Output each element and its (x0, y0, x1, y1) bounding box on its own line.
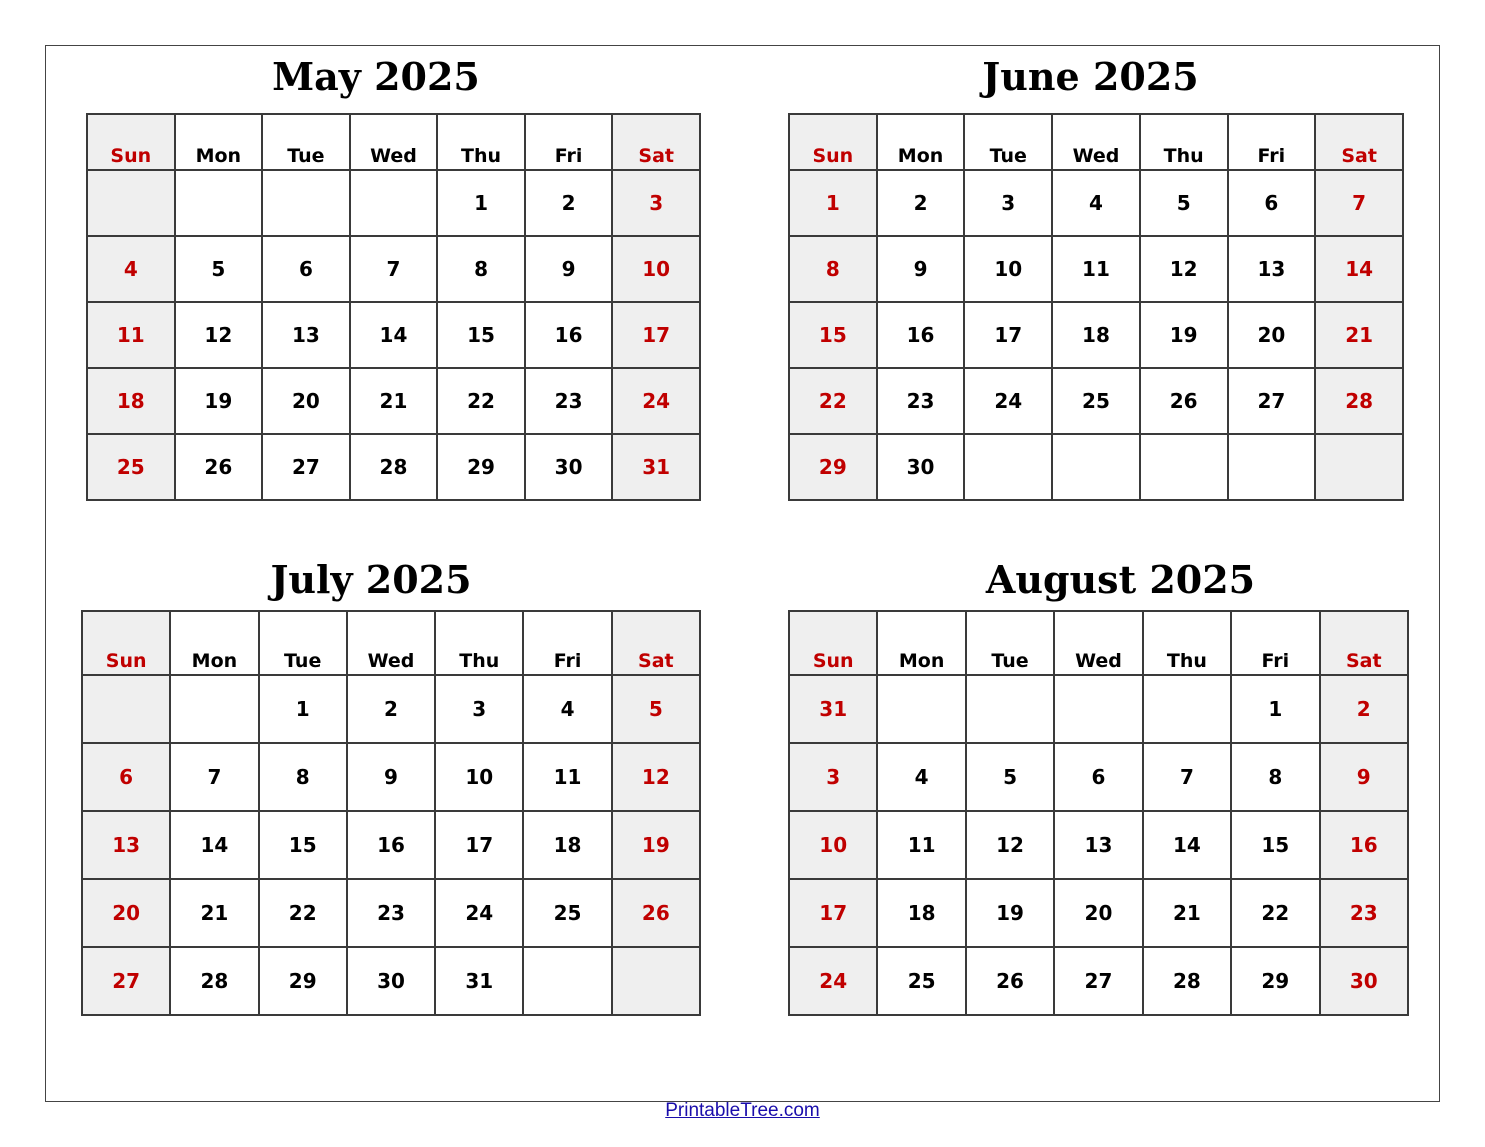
day-cell (1228, 434, 1316, 500)
day-cell: 4 (87, 236, 175, 302)
day-cell: 21 (1143, 879, 1231, 947)
day-cell: 15 (1231, 811, 1319, 879)
day-cell: 22 (259, 879, 347, 947)
day-cell: 12 (175, 302, 263, 368)
weekday-header-sat: Sat (612, 114, 700, 170)
day-cell: 22 (437, 368, 525, 434)
weekday-header-row (789, 114, 1403, 170)
day-cell: 4 (1052, 170, 1140, 236)
day-cell: 28 (170, 947, 258, 1015)
day-cell: 13 (262, 302, 350, 368)
month-june (788, 55, 1404, 505)
weekday-header-thu: Thu (435, 611, 523, 675)
day-cell: 23 (525, 368, 613, 434)
weekday-header-tue: Tue (259, 611, 347, 675)
day-cell: 3 (435, 675, 523, 743)
day-cell: 30 (1320, 947, 1408, 1015)
day-cell: 10 (612, 236, 700, 302)
weekday-header-sun: Sun (82, 611, 170, 675)
week-row (789, 879, 1408, 947)
weekday-header-wed: Wed (347, 611, 435, 675)
week-row (789, 302, 1403, 368)
day-cell (87, 170, 175, 236)
day-cell: 10 (435, 743, 523, 811)
week-row (789, 947, 1408, 1015)
day-cell: 10 (789, 811, 877, 879)
week-row (82, 811, 700, 879)
calendar-grid (788, 113, 1404, 501)
day-cell: 29 (789, 434, 877, 500)
day-cell (82, 675, 170, 743)
weekday-header-sun: Sun (789, 114, 877, 170)
day-cell: 11 (523, 743, 611, 811)
day-cell (877, 675, 965, 743)
weekday-header-tue: Tue (966, 611, 1054, 675)
weekday-header-sat: Sat (1320, 611, 1408, 675)
day-cell: 22 (1231, 879, 1319, 947)
day-cell: 26 (966, 947, 1054, 1015)
week-row (789, 368, 1403, 434)
day-cell: 14 (1315, 236, 1403, 302)
day-cell: 15 (259, 811, 347, 879)
day-cell: 21 (350, 368, 438, 434)
day-cell: 27 (262, 434, 350, 500)
day-cell: 24 (964, 368, 1052, 434)
week-row (87, 236, 700, 302)
day-cell: 16 (877, 302, 965, 368)
week-row (82, 675, 700, 743)
week-row (87, 170, 700, 236)
day-cell: 27 (1228, 368, 1316, 434)
day-cell: 7 (1143, 743, 1231, 811)
weekday-header-tue: Tue (262, 114, 350, 170)
day-cell: 5 (175, 236, 263, 302)
weekday-header-fri: Fri (525, 114, 613, 170)
day-cell (170, 675, 258, 743)
week-row (789, 743, 1408, 811)
day-cell: 20 (82, 879, 170, 947)
day-cell: 23 (877, 368, 965, 434)
day-cell: 10 (964, 236, 1052, 302)
day-cell: 8 (437, 236, 525, 302)
day-cell: 24 (435, 879, 523, 947)
day-cell: 23 (1320, 879, 1408, 947)
day-cell: 19 (612, 811, 700, 879)
day-cell: 22 (789, 368, 877, 434)
day-cell: 12 (612, 743, 700, 811)
day-cell: 20 (262, 368, 350, 434)
day-cell: 17 (789, 879, 877, 947)
weekday-header-row (87, 114, 700, 170)
week-row (789, 170, 1403, 236)
day-cell: 2 (525, 170, 613, 236)
day-cell: 14 (1143, 811, 1231, 879)
day-cell: 21 (1315, 302, 1403, 368)
day-cell: 18 (523, 811, 611, 879)
day-cell: 8 (259, 743, 347, 811)
day-cell: 6 (82, 743, 170, 811)
day-cell: 1 (789, 170, 877, 236)
day-cell (1315, 434, 1403, 500)
month-august (788, 555, 1409, 1035)
day-cell: 27 (82, 947, 170, 1015)
day-cell: 16 (347, 811, 435, 879)
day-cell (262, 170, 350, 236)
weekday-header-mon: Mon (877, 114, 965, 170)
day-cell: 13 (1054, 811, 1142, 879)
day-cell: 13 (82, 811, 170, 879)
weekday-header-wed: Wed (1054, 611, 1142, 675)
day-cell: 3 (612, 170, 700, 236)
day-cell: 19 (175, 368, 263, 434)
day-cell: 24 (612, 368, 700, 434)
day-cell: 4 (877, 743, 965, 811)
week-row (789, 675, 1408, 743)
day-cell: 9 (347, 743, 435, 811)
day-cell: 15 (789, 302, 877, 368)
day-cell: 20 (1228, 302, 1316, 368)
day-cell: 26 (1140, 368, 1228, 434)
day-cell: 9 (1320, 743, 1408, 811)
day-cell: 17 (964, 302, 1052, 368)
day-cell: 5 (612, 675, 700, 743)
weekday-header-fri: Fri (1228, 114, 1316, 170)
day-cell: 17 (435, 811, 523, 879)
day-cell: 1 (1231, 675, 1319, 743)
weekday-header-thu: Thu (1143, 611, 1231, 675)
day-cell: 29 (259, 947, 347, 1015)
day-cell: 9 (877, 236, 965, 302)
day-cell: 11 (1052, 236, 1140, 302)
day-cell (175, 170, 263, 236)
weekday-header-thu: Thu (1140, 114, 1228, 170)
day-cell: 15 (437, 302, 525, 368)
month-title: June 2025 (982, 54, 1199, 99)
day-cell: 25 (1052, 368, 1140, 434)
weekday-header-mon: Mon (175, 114, 263, 170)
week-row (789, 811, 1408, 879)
weekday-header-fri: Fri (1231, 611, 1319, 675)
day-cell: 21 (170, 879, 258, 947)
month-title: August 2025 (985, 557, 1256, 602)
day-cell: 2 (347, 675, 435, 743)
day-cell: 19 (966, 879, 1054, 947)
week-row (87, 434, 700, 500)
day-cell: 31 (435, 947, 523, 1015)
weekday-header-sat: Sat (612, 611, 700, 675)
day-cell: 6 (1228, 170, 1316, 236)
week-row (82, 947, 700, 1015)
day-cell: 8 (789, 236, 877, 302)
weekday-header-fri: Fri (523, 611, 611, 675)
day-cell (612, 947, 700, 1015)
day-cell: 16 (525, 302, 613, 368)
weekday-header-wed: Wed (1052, 114, 1140, 170)
day-cell (350, 170, 438, 236)
weekday-header-sun: Sun (789, 611, 877, 675)
day-cell: 28 (350, 434, 438, 500)
day-cell (1052, 434, 1140, 500)
month-may (86, 55, 701, 505)
day-cell (1143, 675, 1231, 743)
day-cell: 26 (175, 434, 263, 500)
day-cell: 1 (259, 675, 347, 743)
day-cell: 28 (1143, 947, 1231, 1015)
day-cell: 29 (437, 434, 525, 500)
day-cell: 2 (1320, 675, 1408, 743)
weekday-header-wed: Wed (350, 114, 438, 170)
day-cell: 13 (1228, 236, 1316, 302)
day-cell: 7 (1315, 170, 1403, 236)
day-cell: 17 (612, 302, 700, 368)
day-cell: 16 (1320, 811, 1408, 879)
day-cell: 3 (964, 170, 1052, 236)
day-cell: 31 (612, 434, 700, 500)
day-cell (1054, 675, 1142, 743)
day-cell: 11 (87, 302, 175, 368)
weekday-header-row (789, 611, 1408, 675)
day-cell: 4 (523, 675, 611, 743)
day-cell: 19 (1140, 302, 1228, 368)
day-cell: 14 (170, 811, 258, 879)
printabletree-link[interactable]: PrintableTree.com (665, 1100, 820, 1121)
weekday-header-thu: Thu (437, 114, 525, 170)
calendar-grid (788, 610, 1409, 1016)
day-cell: 29 (1231, 947, 1319, 1015)
day-cell: 18 (87, 368, 175, 434)
weekday-header-tue: Tue (964, 114, 1052, 170)
weekday-header-sat: Sat (1315, 114, 1403, 170)
day-cell: 30 (525, 434, 613, 500)
calendar-grid (86, 113, 701, 501)
day-cell: 7 (170, 743, 258, 811)
day-cell: 20 (1054, 879, 1142, 947)
day-cell: 8 (1231, 743, 1319, 811)
month-title: July 2025 (270, 557, 472, 602)
day-cell: 5 (966, 743, 1054, 811)
weekday-header-mon: Mon (877, 611, 965, 675)
day-cell: 25 (877, 947, 965, 1015)
day-cell: 30 (877, 434, 965, 500)
day-cell: 12 (966, 811, 1054, 879)
weekday-header-row (82, 611, 700, 675)
day-cell (523, 947, 611, 1015)
month-july (81, 555, 701, 1035)
day-cell: 18 (877, 879, 965, 947)
day-cell: 25 (523, 879, 611, 947)
day-cell: 9 (525, 236, 613, 302)
day-cell: 7 (350, 236, 438, 302)
day-cell: 6 (262, 236, 350, 302)
day-cell: 18 (1052, 302, 1140, 368)
day-cell: 31 (789, 675, 877, 743)
weekday-header-mon: Mon (170, 611, 258, 675)
day-cell: 11 (877, 811, 965, 879)
week-row (87, 302, 700, 368)
week-row (789, 236, 1403, 302)
weekday-header-sun: Sun (87, 114, 175, 170)
day-cell: 26 (612, 879, 700, 947)
day-cell (1140, 434, 1228, 500)
week-row (789, 434, 1403, 500)
month-title: May 2025 (272, 54, 480, 99)
day-cell (964, 434, 1052, 500)
week-row (82, 879, 700, 947)
day-cell: 30 (347, 947, 435, 1015)
day-cell: 27 (1054, 947, 1142, 1015)
day-cell: 3 (789, 743, 877, 811)
day-cell: 24 (789, 947, 877, 1015)
day-cell: 1 (437, 170, 525, 236)
day-cell: 25 (87, 434, 175, 500)
day-cell: 28 (1315, 368, 1403, 434)
week-row (82, 743, 700, 811)
day-cell: 2 (877, 170, 965, 236)
day-cell: 6 (1054, 743, 1142, 811)
day-cell: 5 (1140, 170, 1228, 236)
week-row (87, 368, 700, 434)
day-cell: 14 (350, 302, 438, 368)
day-cell: 12 (1140, 236, 1228, 302)
calendar-grid (81, 610, 701, 1016)
day-cell: 23 (347, 879, 435, 947)
day-cell (966, 675, 1054, 743)
